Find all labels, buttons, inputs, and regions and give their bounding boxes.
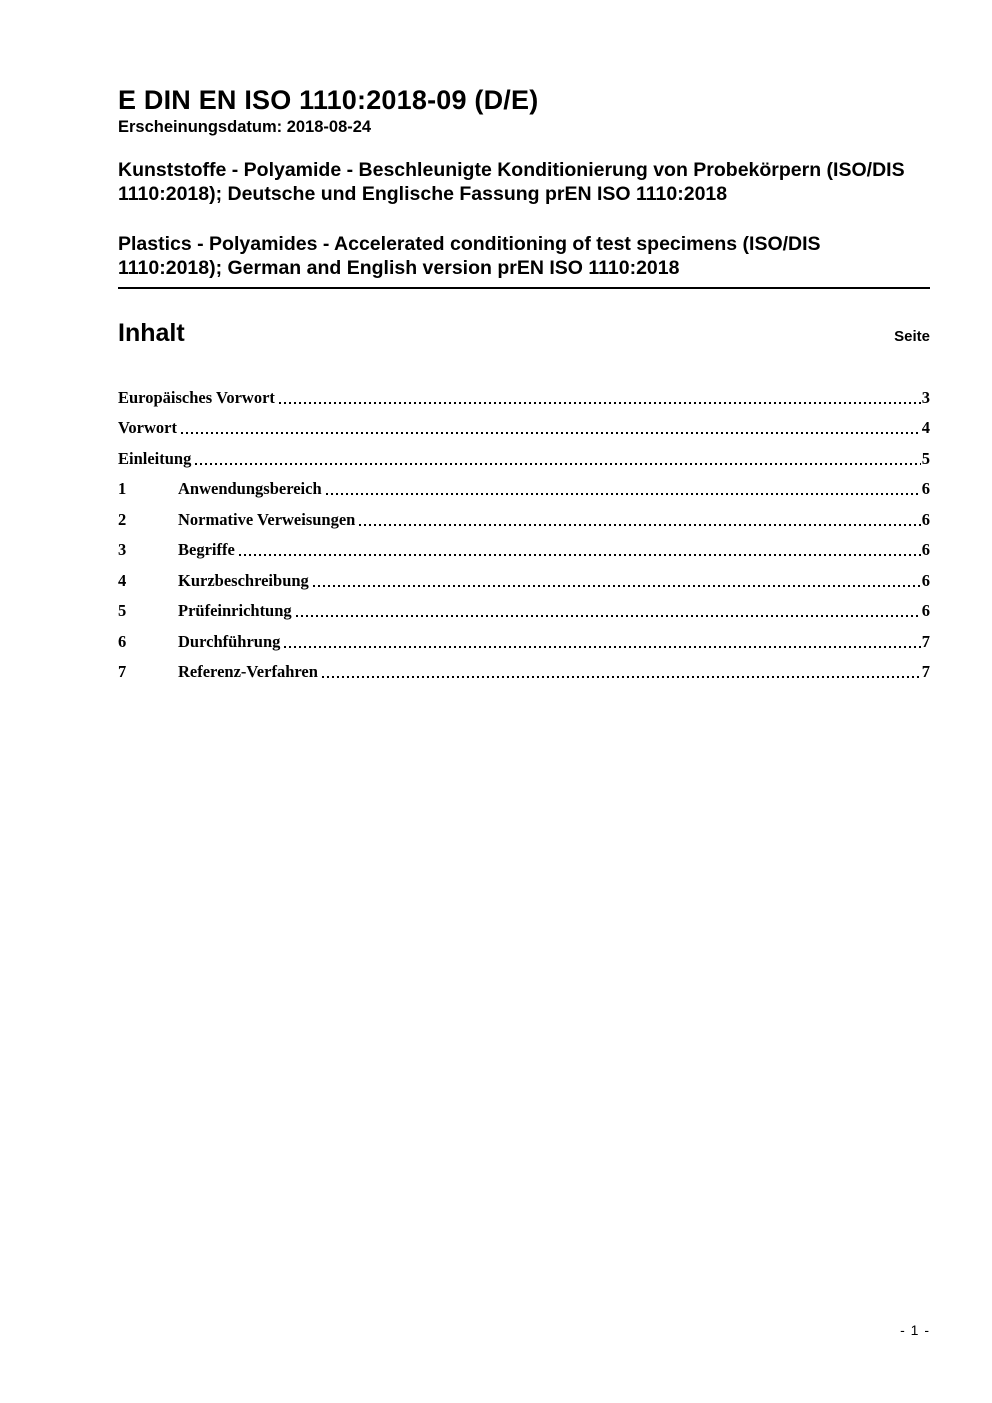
- toc-dot-leader: [313, 585, 921, 587]
- toc-entry: [118, 469, 930, 500]
- toc-dot-leader: [284, 646, 920, 648]
- toc-entry-label: Kurzbeschreibung: [178, 570, 309, 590]
- toc-header: [118, 319, 930, 347]
- toc-entry-number: 4: [118, 570, 127, 590]
- toc-dot-leader: [359, 524, 920, 526]
- toc-entry-label: Europäisches Vorwort: [118, 387, 275, 407]
- toc-entry: [118, 591, 930, 622]
- toc-entry: [118, 560, 930, 591]
- title-english: Plastics - Polyamides - Accelerated conditioning of test specimens (ISO/DIS 1110:2018); German and English version prEN ISO 1110:2018: [118, 233, 821, 279]
- document-title: E DIN EN ISO 1110:2018-09 (D/E): [118, 85, 539, 115]
- toc-entry-page: 6: [921, 509, 930, 529]
- page-content: [118, 0, 930, 682]
- toc-entry-page: 6: [921, 570, 930, 590]
- footer-page-number: - 1 -: [900, 1322, 930, 1338]
- toc-entry-label: Prüfeinrichtung: [178, 601, 292, 620]
- toc-page-column-label: Seite: [894, 328, 930, 345]
- toc-entry-label: Durchführung: [178, 631, 281, 651]
- toc-entry-page: 7: [921, 631, 930, 651]
- toc-entry: [118, 438, 930, 469]
- toc-entry-page: 4: [921, 418, 930, 437]
- toc-entry-page: 6: [921, 601, 930, 620]
- toc-entry-page: 3: [921, 387, 930, 407]
- toc-entry-label: Vorwort: [118, 418, 177, 437]
- toc-entry: [118, 499, 930, 530]
- publication-date-label: Erscheinungsdatum:: [118, 118, 283, 136]
- toc-entry-number: 3: [118, 540, 127, 559]
- toc-dot-leader: [195, 463, 920, 465]
- title-german: Kunststoffe - Polyamide - Beschleunigte Konditionierung von Probekörpern (ISO/DIS 1110:2018); Deutsche und Englische Fassung prEN ISO 1110:2018: [118, 159, 905, 205]
- publication-date-value: 2018-08-24: [286, 118, 372, 136]
- toc-entry: [118, 530, 930, 561]
- toc-entry-label: Normative Verweisungen: [178, 509, 356, 529]
- toc-entry-number: 7: [118, 662, 127, 681]
- table-of-contents: [118, 377, 930, 682]
- publication-date-line: [118, 117, 930, 137]
- toc-entry-page: 6: [921, 540, 930, 559]
- toc-dot-leader: [239, 554, 921, 556]
- toc-entry-label: Anwendungsbereich: [178, 479, 322, 498]
- toc-entry-page: 6: [921, 479, 930, 498]
- toc-dot-leader: [322, 676, 921, 678]
- toc-entry-label: Begriffe: [178, 540, 235, 559]
- toc-entry-number: 2: [118, 509, 127, 529]
- toc-heading: Inhalt: [118, 319, 185, 347]
- toc-entry-number: 5: [118, 601, 127, 620]
- toc-entry-number: 1: [118, 479, 127, 498]
- title-divider-rule: [118, 287, 930, 289]
- toc-dot-leader: [326, 493, 921, 495]
- toc-entry: [118, 377, 930, 408]
- toc-dot-leader: [296, 615, 921, 617]
- toc-entry-page: 5: [921, 448, 930, 468]
- toc-entry: [118, 652, 930, 683]
- toc-entry: [118, 621, 930, 652]
- toc-entry-page: 7: [921, 662, 930, 681]
- toc-dot-leader: [181, 432, 921, 434]
- toc-entry-label: Einleitung: [118, 448, 192, 468]
- toc-entry-label: Referenz-Verfahren: [178, 662, 318, 681]
- toc-entry: [118, 408, 930, 439]
- toc-entry-number: 6: [118, 631, 127, 651]
- toc-dot-leader: [279, 402, 921, 404]
